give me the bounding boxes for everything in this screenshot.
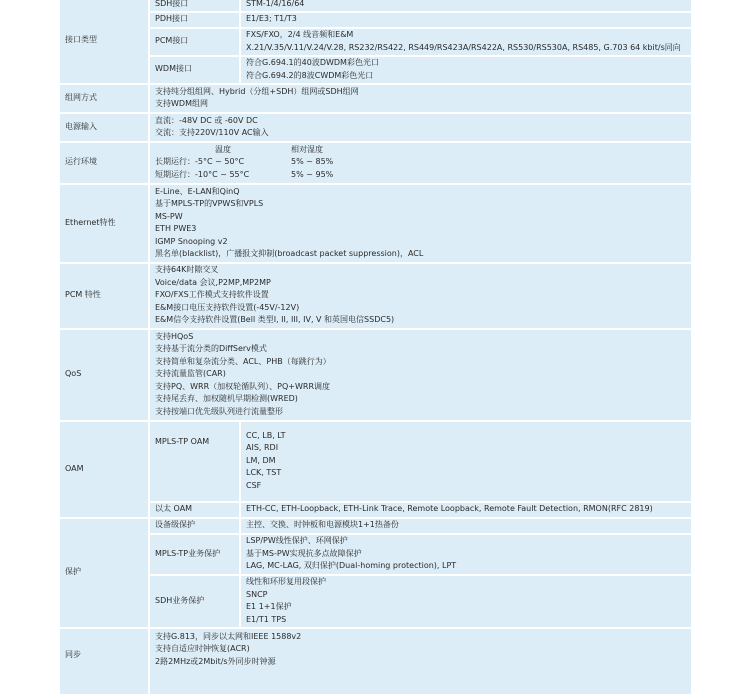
- pcm-values: [240, 28, 692, 56]
- list-item: 支持纯分组组网、Hybrid（分组+SDH）组网或SDH组网: [155, 86, 359, 96]
- list-item: 支持HQoS: [155, 331, 194, 341]
- list-item: E1/E3; T1/T3: [246, 14, 297, 24]
- table-row: [59, 0, 692, 12]
- sdh-protection-values: [240, 575, 692, 628]
- short-term-temperature: 短期运行：-10°C ~ 55°C: [155, 169, 250, 179]
- list-item: 符合G.694.1的40波DWDM彩色光口: [246, 58, 379, 67]
- list-item: 支持G.813，同步以太网和IEEE 1588v2: [155, 631, 302, 641]
- row-label-environment: 运行环境: [59, 142, 149, 184]
- pdh-values: [240, 12, 692, 28]
- sub-label-mpls-oam: MPLS-TP OAM: [149, 421, 240, 502]
- list-item: LSP/PW线性保护、环网保护: [246, 536, 348, 546]
- list-item: E-Line、E-LAN和QinQ: [155, 186, 240, 196]
- spec-table: [58, 0, 693, 696]
- table-row: [59, 518, 692, 534]
- list-item: 符合G.694.2的8波CWDM彩色光口: [246, 70, 374, 80]
- sdh-values: [240, 0, 692, 12]
- list-item: 支持64K时隙交叉: [155, 265, 219, 275]
- temperature-header: 温度: [215, 144, 231, 154]
- sub-label-pdh: PDH接口: [149, 12, 240, 28]
- ethernet-values: [149, 184, 692, 263]
- list-item: Voice/data 会议,P2MP,MP2MP: [155, 277, 271, 287]
- list-item: LCK, TST: [246, 468, 282, 478]
- table-row: [59, 12, 692, 28]
- list-item: 直流：-48V DC 或 -60V DC: [155, 115, 258, 125]
- environment-header: [155, 144, 691, 157]
- humidity-header: 相对湿度: [291, 144, 323, 154]
- long-term-humidity: 5% ~ 85%: [291, 157, 334, 167]
- list-item: E1 1+1保护: [246, 602, 292, 611]
- table-row: [59, 184, 692, 263]
- list-item: 支持简单和复杂流分类、ACL、PHB（每跳行为）: [155, 356, 331, 366]
- long-term-temperature: 长期运行：-5°C ~ 50°C: [155, 157, 245, 167]
- row-label-protection: 保护: [59, 518, 149, 628]
- list-item: E1/T1 TPS: [246, 614, 287, 624]
- list-item: FXS/FXO，2/4 线音频和E&M: [246, 30, 354, 39]
- list-item: 线性和环形复用段保护: [246, 577, 326, 586]
- list-item: 基于MS-PW实现抗多点故障保护: [246, 548, 362, 558]
- row-label-power: 电源输入: [59, 113, 149, 142]
- list-item: X.21/V.35/V.11/V.24/V.28, RS232/RS422, RS449/RS423A/RS422A, RS530/RS530A, RS485, G.703 64 kbit/s同向: [246, 42, 681, 52]
- table-row: [59, 84, 692, 113]
- sub-label-pcm: PCM接口: [149, 28, 240, 56]
- row-label-oam: OAM: [59, 421, 149, 518]
- sub-label-wdm: WDM接口: [149, 56, 240, 84]
- table-row: [59, 329, 692, 421]
- row-label-ethernet: Ethernet特性: [59, 184, 149, 263]
- row-label-qos: QoS: [59, 329, 149, 421]
- list-item: 黑名单(blacklist)，广播报文抑制(broadcast packet suppression)，ACL: [155, 249, 424, 258]
- list-item: 支持WDM组网: [155, 99, 208, 108]
- list-item: 基于MPLS-TP的VPWS和VPLS: [155, 199, 264, 208]
- table-row: [59, 628, 692, 695]
- sync-values: [149, 628, 692, 695]
- list-item: FXO/FXS工作模式支持软件设置: [155, 290, 269, 300]
- row-label-interface: 接口类型: [59, 0, 149, 84]
- table-row: [59, 113, 692, 142]
- list-item: E&M信令支持软件设置(Bell 类型I, II, III, IV, V 和英国电信SSDC5): [155, 315, 395, 325]
- list-item: 支持按端口优先级队列进行流量整形: [155, 406, 283, 416]
- table-row: [59, 56, 692, 84]
- sub-label-mpls-protection: MPLS-TP业务保护: [149, 534, 240, 575]
- list-item: CSF: [246, 480, 262, 490]
- qos-values: [149, 329, 692, 421]
- mpls-protection-values: [240, 534, 692, 575]
- sub-label-device-protection: 设备级保护: [149, 518, 240, 534]
- environment-values: [149, 142, 692, 184]
- list-item: 支持流量监管(CAR): [155, 369, 226, 379]
- list-item: STM-1/4/16/64: [246, 0, 305, 8]
- wdm-values: [240, 56, 692, 84]
- table-row: [59, 575, 692, 628]
- pcm-feature-values: [149, 263, 692, 329]
- eth-oam-values: [240, 502, 692, 518]
- list-item: 支持PQ、WRR（加权轮循队列）、PQ+WRR调度: [155, 381, 330, 391]
- list-item: AIS, RDI: [246, 443, 279, 453]
- mpls-oam-values: [240, 421, 692, 502]
- list-item: IGMP Snooping v2: [155, 236, 228, 246]
- table-row: [59, 263, 692, 329]
- sub-label-sdh-protection: SDH业务保护: [149, 575, 240, 628]
- device-protection-values: [240, 518, 692, 534]
- list-item: 交流：支持220V/110V AC输入: [155, 128, 269, 137]
- sub-label-eth-oam: 以太 OAM: [149, 502, 240, 518]
- table-row: [59, 28, 692, 56]
- table-row: [59, 421, 692, 502]
- list-item: 支持基于流分类的DiffServ模式: [155, 344, 267, 354]
- list-item: MS-PW: [155, 211, 183, 221]
- list-item: 2路2MHz或2Mbit/s外同步时钟源: [155, 656, 276, 666]
- list-item: LAG, MC-LAG, 双归保护(Dual-homing protection), LPT: [246, 561, 457, 571]
- list-item: SNCP: [246, 589, 268, 599]
- table-row: [59, 534, 692, 575]
- short-term-humidity: 5% ~ 95%: [291, 169, 334, 179]
- environment-long-term: [155, 156, 691, 169]
- list-item: 主控、交换、时钟板和电源模块1+1热备份: [246, 520, 399, 530]
- sub-label-sdh: SDH接口: [149, 0, 240, 12]
- list-item: 支持自适应时钟恢复(ACR): [155, 644, 250, 653]
- list-item: ETH-CC, ETH-Loopback, ETH-Link Trace, Remote Loopback, Remote Fault Detection, RMON(RFC 2819): [246, 504, 653, 514]
- row-label-pcm-feature: PCM 特性: [59, 263, 149, 329]
- row-label-networking: 组网方式: [59, 84, 149, 113]
- list-item: LM, DM: [246, 455, 276, 465]
- power-values: [149, 113, 692, 142]
- table-row: [59, 142, 692, 184]
- networking-values: [149, 84, 692, 113]
- list-item: 支持尾丢弃、加权随机早期检测(WRED): [155, 394, 298, 404]
- environment-short-term: [155, 169, 691, 182]
- list-item: ETH PWE3: [155, 224, 197, 233]
- row-label-sync: 同步: [59, 628, 149, 695]
- list-item: CC, LB, LT: [246, 430, 286, 440]
- table-row: [59, 502, 692, 518]
- list-item: E&M接口电压支持软件设置(-45V/-12V): [155, 302, 300, 312]
